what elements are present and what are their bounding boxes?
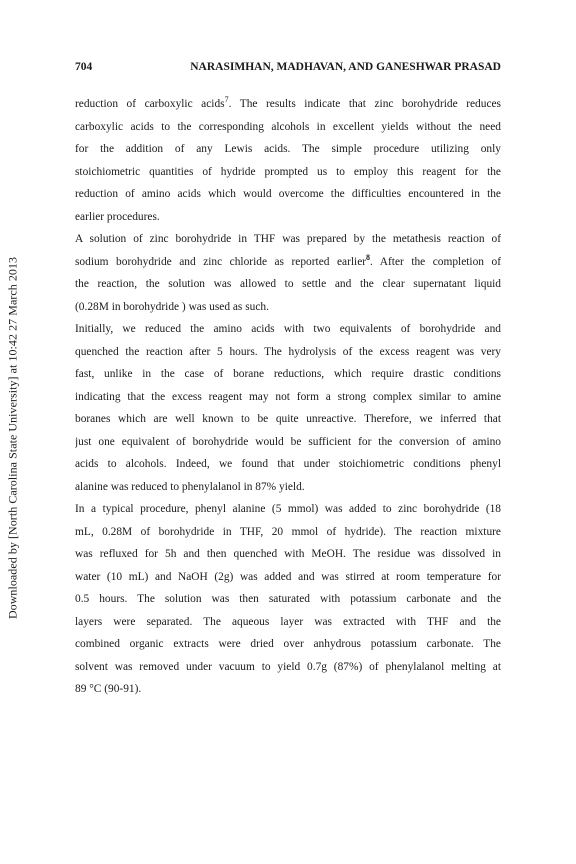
body-text <box>75 93 501 701</box>
running-header-authors: NARASIMHAN, MADHAVAN, AND GANESHWAR PRASAD <box>190 61 501 73</box>
text-line: boranes which are well known to be quite unreactive. Therefore, we inferred that <box>75 413 501 425</box>
download-watermark <box>6 238 20 638</box>
text-line: (0.28M in borohydride ) was used as such. <box>75 300 269 313</box>
text-line: mL, 0.28M of borohydride in THF, 20 mmol of hydride). The reaction mixture <box>75 525 501 538</box>
text-line: 89 °C (90-91). <box>75 683 142 695</box>
text-line: reduction of carboxylic acids$^7$. The results indicate that zinc borohydride reduces <box>75 95 501 110</box>
text-line: solvent was removed under vacuum to yield 0.7g (87%) of phenylalanol melting at <box>75 660 501 673</box>
text-line: alanine was reduced to phenylalanol in 87% yield. <box>75 480 305 493</box>
text-line: carboxylic acids to the corresponding alcohols in excellent yields without the need <box>75 120 501 133</box>
text-line: In a typical procedure, phenyl alanine (5 mmol) was added to zinc borohydride (18 <box>75 503 501 515</box>
text-line: acids to alcohols. Indeed, we found that under stoichiometric conditions phenyl <box>75 458 501 470</box>
text-line: layers were separated. The aqueous layer was extracted with THF and the <box>75 615 501 628</box>
text-line: A solution of zinc borohydride in THF was prepared by the metathesis reaction of <box>75 233 501 245</box>
running-header <box>75 61 501 77</box>
text-line: for the addition of any Lewis acids. The simple procedure utilizing only <box>75 143 501 155</box>
text-line: 0.5 hours. The solution was then saturated with potassium carbonate and the <box>75 593 501 605</box>
page-number: 704 <box>75 61 93 73</box>
text-line: reduction of amino acids which would overcome the difficulties encountered in the <box>75 188 501 200</box>
text-line: sodium borohydride and zinc chloride as reported earlier$^8$. After the completion of <box>75 252 501 268</box>
text-line: earlier procedures. <box>75 210 160 223</box>
text-line: the reaction, the solution was allowed to settle and the clear supernatant liquid <box>75 278 501 290</box>
citation-superscript: 7 <box>224 95 229 105</box>
download-watermark-text: Downloaded by [North Carolina State University] at 10:42 27 March 2013 <box>5 256 20 620</box>
text-line: indicating that the excess reagent may not form a strong complex similar to amine <box>75 390 501 403</box>
text-line: combined organic extracts were dried over anhydrous potassium carbonate. The <box>75 638 501 650</box>
text-line: fast, unlike in the case of borane reductions, which require drastic conditions <box>75 368 501 380</box>
citation-superscript: 8 <box>366 252 371 262</box>
text-line: Initially, we reduced the amino acids with two equivalents of borohydride and <box>75 323 501 335</box>
text-line: quenched the reaction after 5 hours. The hydrolysis of the excess reagent was very <box>75 345 501 358</box>
text-line: was refluxed for 5h and then quenched with MeOH. The residue was dissolved in <box>75 548 501 560</box>
text-line: stoichiometric quantities of hydride prompted us to employ this reagent for the <box>75 165 501 178</box>
text-line: just one equivalent of borohydride would be sufficient for the conversion of amino <box>75 435 501 448</box>
text-line: water (10 mL) and NaOH (2g) was added and was stirred at room temperature for <box>75 570 501 583</box>
